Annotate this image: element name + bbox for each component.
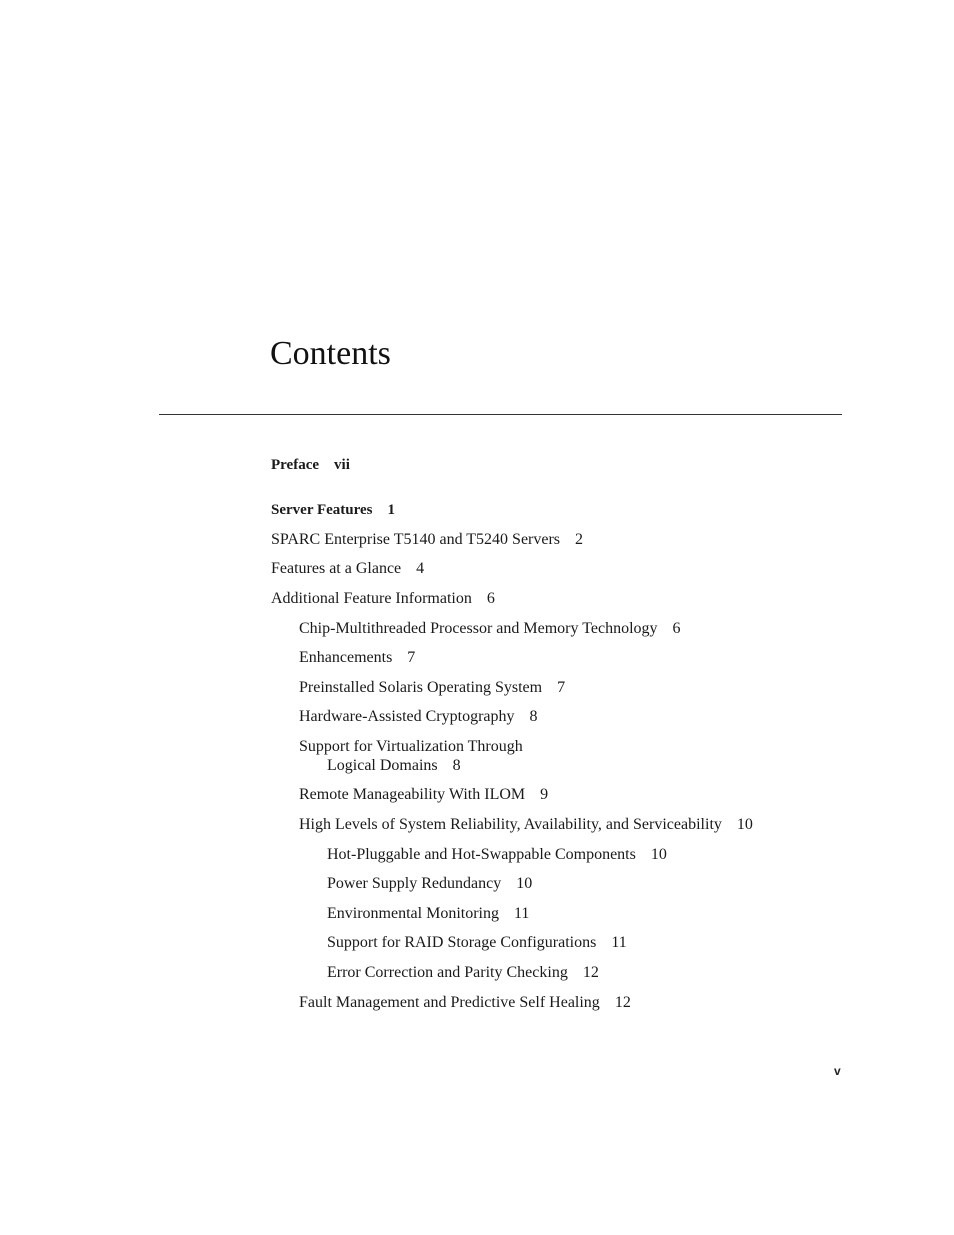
toc-entry-title: Remote Manageability With ILOM	[299, 786, 526, 803]
toc-entry-title: Fault Management and Predictive Self Healing	[299, 994, 600, 1011]
toc-entry-error-correction[interactable]	[327, 963, 599, 983]
toc-entry-page: 2	[575, 531, 584, 548]
toc-entry-preinstalled-solaris[interactable]	[299, 678, 565, 698]
toc-entry-page: 10	[736, 816, 753, 833]
toc-entry-page: 9	[540, 786, 549, 803]
toc-entry-title: Power Supply Redundancy	[327, 875, 502, 892]
toc-entry-title: Preinstalled Solaris Operating System	[299, 679, 543, 696]
toc-entry-high-levels-ras[interactable]	[299, 815, 753, 835]
toc-entry-title: Additional Feature Information	[271, 590, 472, 607]
toc-entry-power-supply-redundancy[interactable]	[327, 874, 532, 894]
toc-entry-title: Support for RAID Storage Configurations	[327, 934, 597, 951]
page-title: Contents	[270, 335, 391, 372]
toc-entry-title: Preface	[271, 457, 320, 473]
toc-entry-page: 10	[516, 875, 533, 892]
toc-entry-title-cont-text: Logical Domains	[327, 757, 438, 774]
toc-entry-fault-management[interactable]	[299, 993, 631, 1013]
toc-entry-page: 10	[650, 846, 667, 863]
toc-entry-page: 12	[582, 964, 599, 981]
toc-entry-title-continued	[299, 756, 523, 775]
toc-entry-sparc-enterprise[interactable]	[271, 530, 583, 550]
toc-entry-preface[interactable]	[271, 455, 350, 475]
toc-entry-environmental-monitoring[interactable]	[327, 904, 529, 924]
toc-entry-page: 6	[672, 620, 681, 637]
toc-entry-page: 7	[557, 679, 566, 696]
toc-entry-additional-feature-information[interactable]	[271, 589, 495, 609]
toc-entry-page: 4	[416, 560, 425, 577]
toc-entry-page: 1	[387, 502, 395, 518]
toc-entry-enhancements[interactable]	[299, 648, 415, 668]
toc-entry-title: Features at a Glance	[271, 560, 402, 577]
toc-entry-title: Chip-Multithreaded Processor and Memory Technology	[299, 620, 658, 637]
toc-entry-page: 7	[407, 649, 416, 666]
toc-entry-title: Server Features	[271, 502, 373, 518]
toc-entry-hot-pluggable[interactable]	[327, 845, 667, 865]
toc-entry-raid-storage[interactable]	[327, 933, 627, 953]
toc-entry-page: 12	[614, 994, 631, 1011]
toc-entry-page: vii	[334, 457, 350, 473]
toc-entry-page: 8	[529, 708, 538, 725]
page-number: v	[834, 1064, 841, 1078]
toc-entry-title: SPARC Enterprise T5140 and T5240 Servers	[271, 531, 561, 548]
toc-entry-chip-multithreaded[interactable]	[299, 619, 681, 639]
toc-entry-title: Environmental Monitoring	[327, 905, 499, 922]
toc-entry-title: High Levels of System Reliability, Availability, and Serviceability	[299, 816, 722, 833]
toc-entry-title: Enhancements	[299, 649, 393, 666]
toc-entry-page: 6	[486, 590, 495, 607]
toc-entry-remote-manageability[interactable]	[299, 785, 548, 805]
toc-entry-hardware-assisted-cryptography[interactable]	[299, 707, 538, 727]
toc-entry-features-at-a-glance[interactable]	[271, 559, 424, 579]
toc-entry-page: 8	[452, 757, 461, 774]
toc-entry-page: 11	[611, 934, 627, 951]
toc-entry-title: Hot-Pluggable and Hot-Swappable Components	[327, 846, 636, 863]
toc-entry-server-features[interactable]	[271, 500, 395, 520]
toc-entry-title: Error Correction and Parity Checking	[327, 964, 568, 981]
toc-entry-title: Support for Virtualization Through	[299, 738, 523, 755]
toc-entry-virtualization[interactable]	[299, 737, 523, 775]
toc-entry-page: 11	[513, 905, 530, 922]
toc-entry-title: Hardware-Assisted Cryptography	[299, 708, 515, 725]
title-rule	[159, 414, 842, 415]
